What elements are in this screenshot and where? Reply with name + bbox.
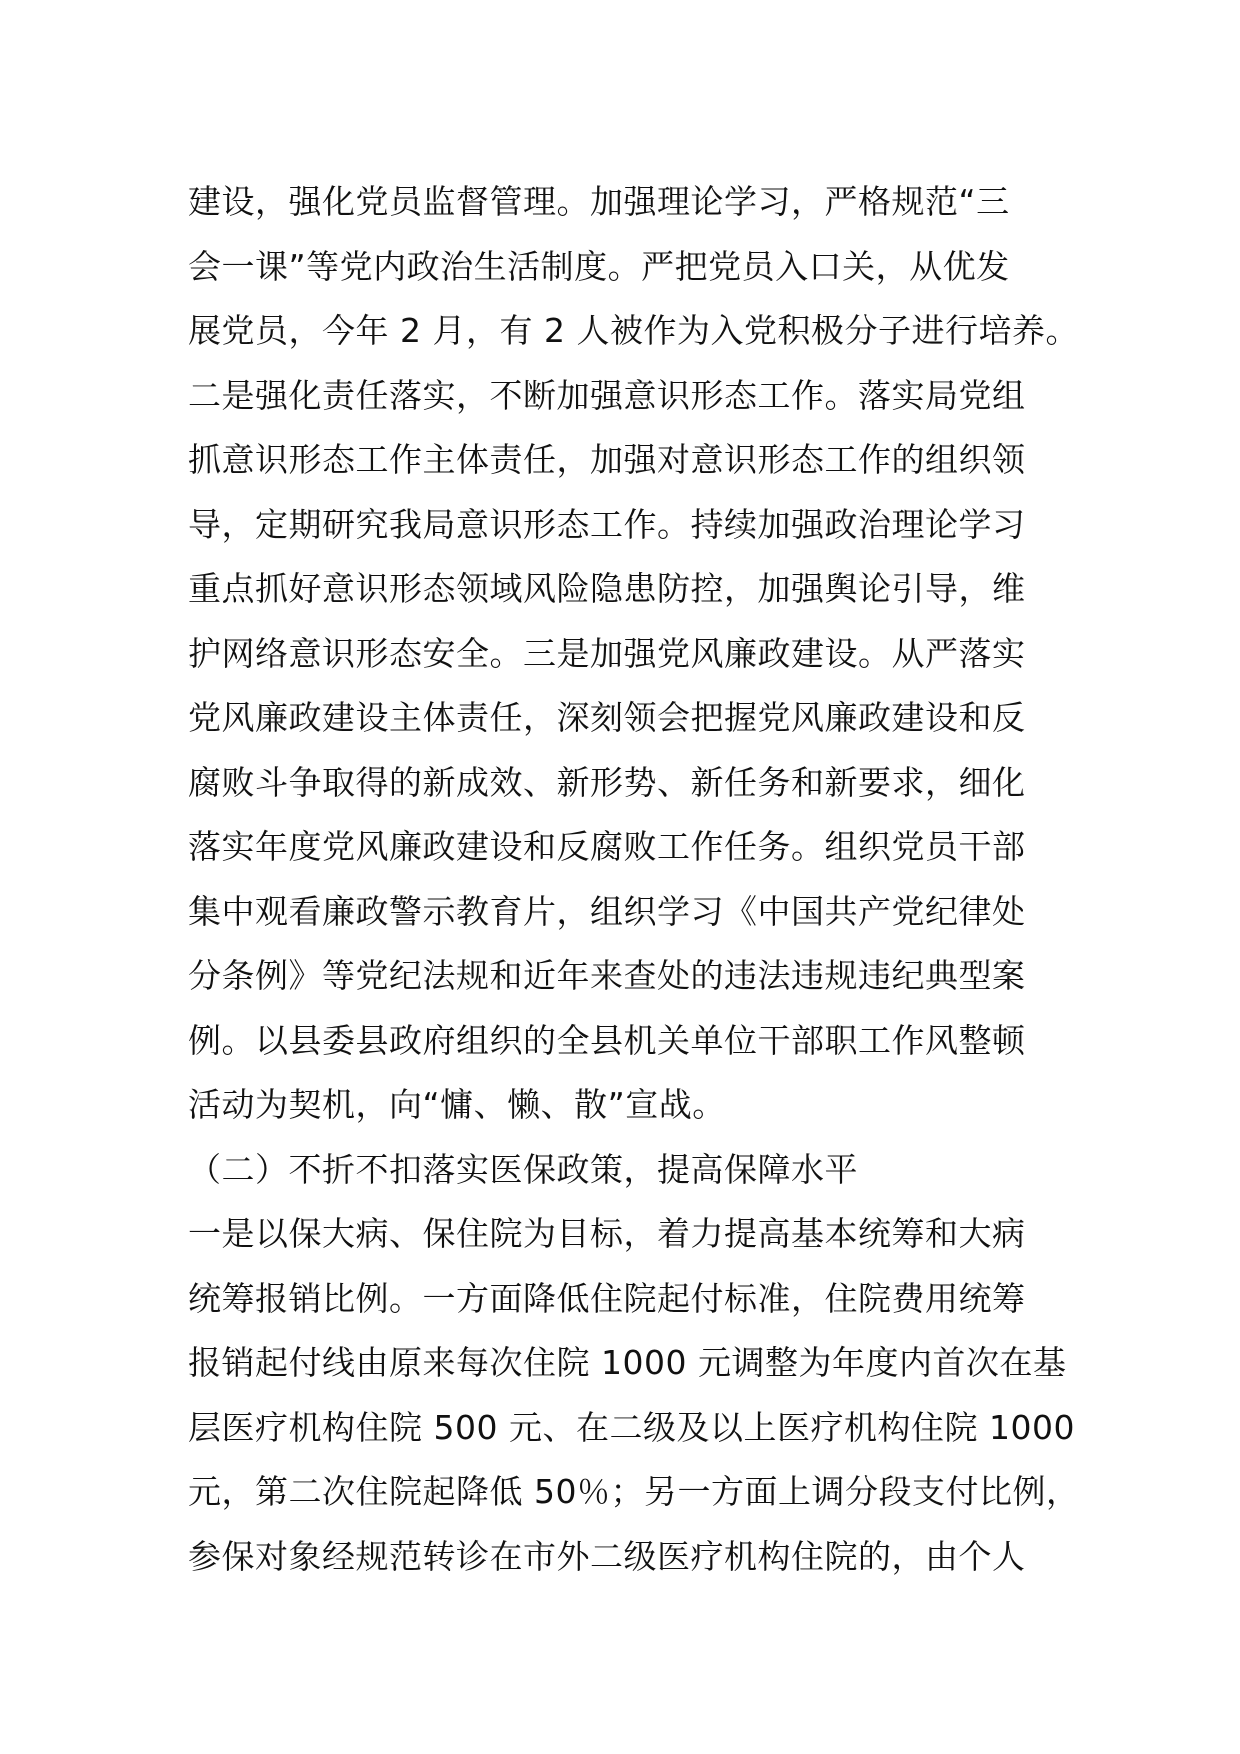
text-line: 元，第二次住院起降低 50％；另一方面上调分段支付比例， (188, 1472, 1080, 1511)
text-line: 二是强化责任落实，不断加强意识形态工作。落实局党组 (188, 375, 1026, 415)
text-line: 参保对象经规范转诊在市外二级医疗机构住院的，由个人 (188, 1536, 1026, 1576)
text-line: 党风廉政建设主体责任，深刻领会把握党风廉政建设和反 (188, 698, 1026, 737)
section-heading: （二）不折不扣落实医保政策，提高保障水平 (188, 1149, 858, 1189)
text-line: 抓意识形态工作主体责任，加强对意识形态工作的组织领 (188, 440, 1026, 479)
text-line: 层医疗机构住院 500 元、在二级及以上医疗机构住院 1000 (188, 1407, 1075, 1447)
text-line: 落实年度党风廉政建设和反腐败工作任务。组织党员干部 (188, 827, 1026, 866)
text-line: 集中观看廉政警示教育片，组织学习《中国共产党纪律处 (188, 891, 1026, 931)
text-line: 报销起付线由原来每次住院 1000 元调整为年度内首次在基 (188, 1343, 1067, 1382)
text-line: 一是以保大病、保住院为目标，着力提高基本统筹和大病 (188, 1214, 1026, 1253)
text-line: 分条例》等党纪法规和近年来查处的违法违规违纪典型案 (188, 956, 1026, 995)
text-line: 例。以县委县政府组织的全县机关单位干部职工作风整顿 (188, 1020, 1026, 1060)
body-text (188, 170, 1088, 1589)
text-line: 会一课”等党内政治生活制度。严把党员入口关，从优发 (188, 246, 1010, 286)
text-line: 腐败斗争取得的新成效、新形势、新任务和新要求，细化 (188, 762, 1026, 802)
text-line: 重点抓好意识形态领域风险隐患防控，加强舆论引导，维 (188, 569, 1026, 608)
text-line: 建设，强化党员监督管理。加强理论学习，严格规范“三 (188, 182, 1010, 221)
text-line: 活动为契机，向“慵、懒、散”宣战。 (188, 1085, 726, 1124)
text-line: 展党员，今年 2 月，有 2 人被作为入党积极分子进行培养。 (188, 311, 1079, 350)
text-line: 护网络意识形态安全。三是加强党风廉政建设。从严落实 (188, 633, 1026, 673)
text-line: 导，定期研究我局意识形态工作。持续加强政治理论学习 (188, 504, 1026, 544)
text-line: 统筹报销比例。一方面降低住院起付标准，住院费用统筹 (188, 1278, 1026, 1318)
